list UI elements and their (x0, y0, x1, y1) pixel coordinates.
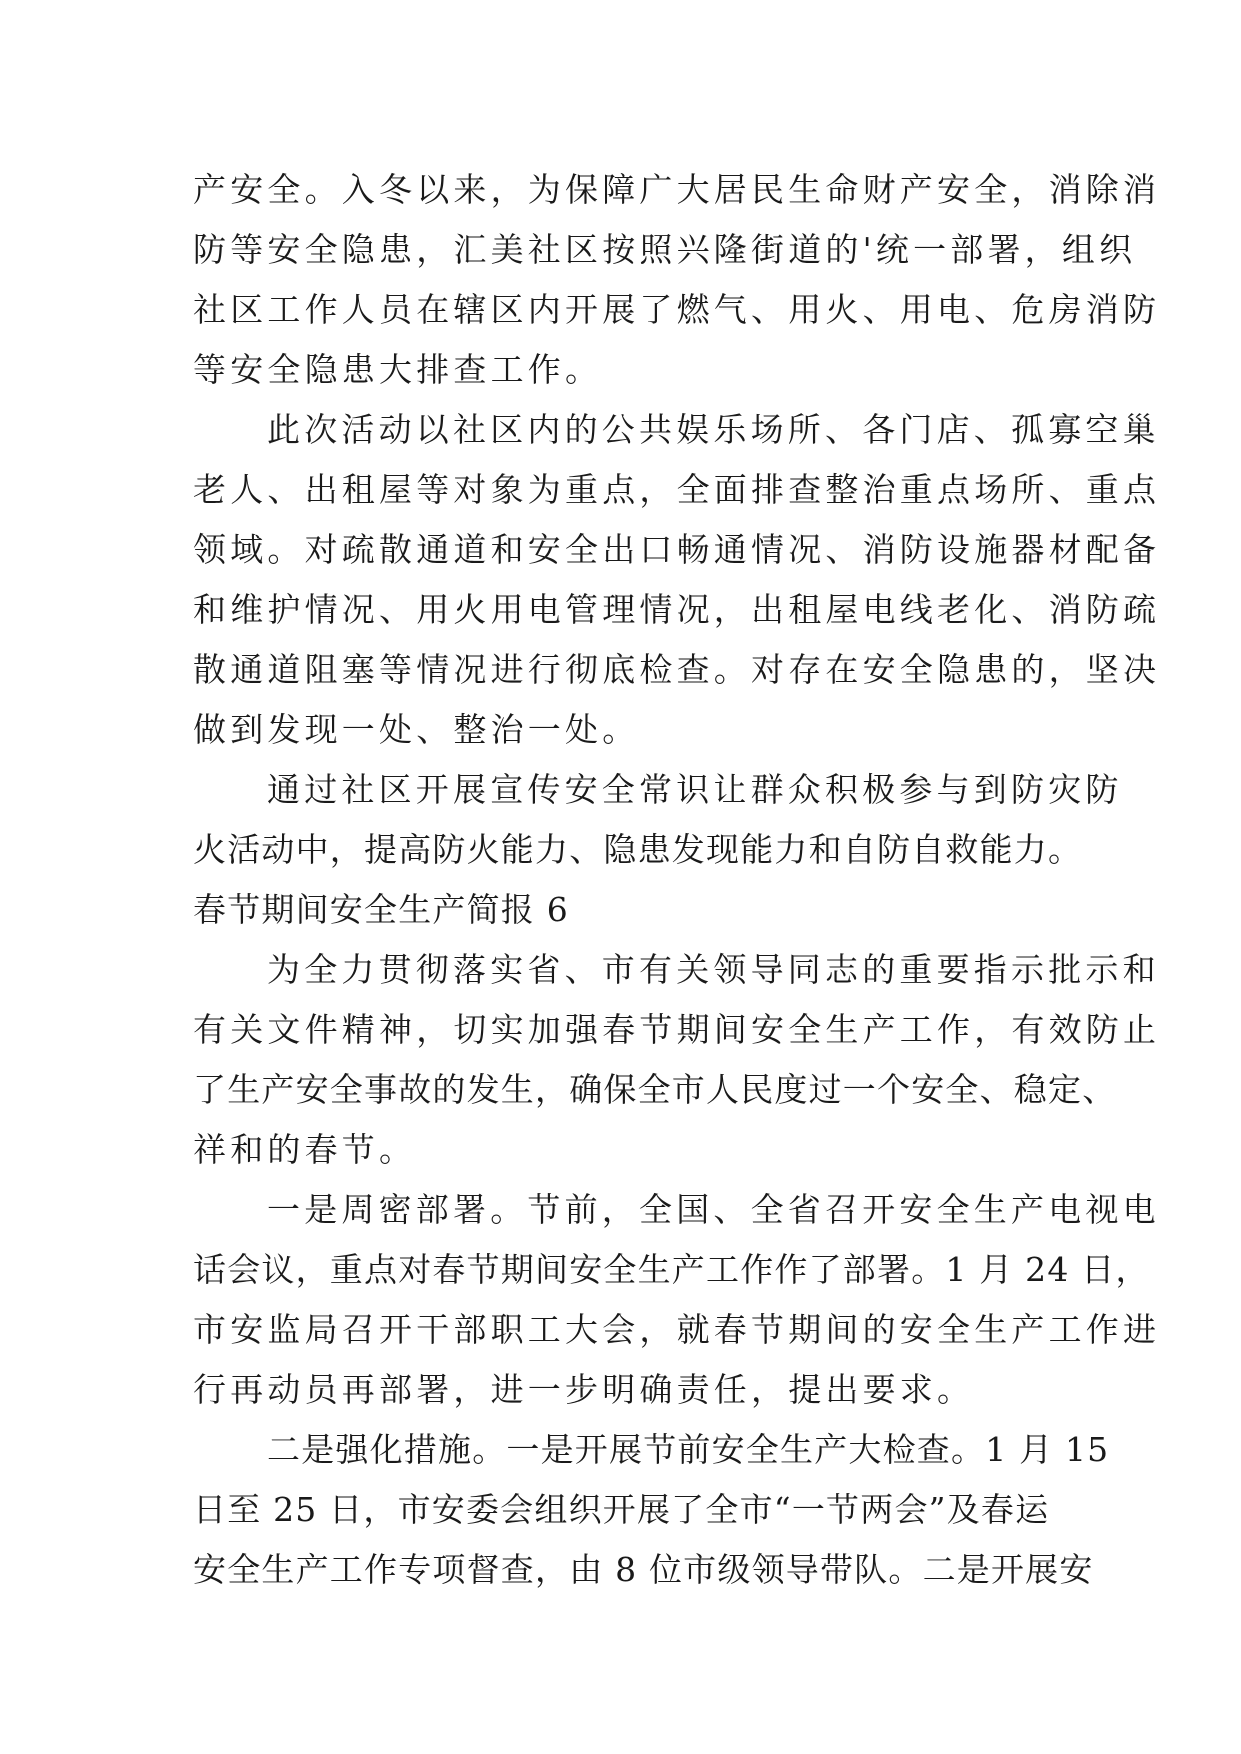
text-line: 有关文件精神，切实加强春节期间安全生产工作，有效防止 (193, 1010, 1161, 1049)
document-body (193, 160, 1161, 1600)
text-line: 为全力贯彻落实省、市有关领导同志的重要指示批示和 (267, 950, 1160, 989)
text-line: 和维护情况、用火用电管理情况，出租屋电线老化、消防疏 (193, 590, 1161, 629)
text-line: 领域。对疏散通道和安全出口畅通情况、消防设施器材配备 (193, 530, 1161, 569)
text-line: 产安全。入冬以来，为保障广大居民生命财产安全，消除消 (193, 170, 1161, 209)
text-line: 通过社区开展宣传安全常识让群众积极参与到防灾防 (267, 770, 1123, 809)
section-heading: 春节期间安全生产简报 6 (193, 890, 569, 929)
text-line: 社区工作人员在辖区内开展了燃气、用火、用电、危房消防 (193, 290, 1161, 329)
text-line: 火活动中，提高防火能力、隐患发现能力和自防自救能力。 (193, 830, 1083, 869)
text-line: 此次活动以社区内的公共娱乐场所、各门店、孤寡空巢 (267, 410, 1160, 449)
text-line: 话会议，重点对春节期间安全生产工作作了部署。1 月 24 日， (193, 1250, 1150, 1289)
text-line: 祥和的春节。 (193, 1130, 417, 1169)
text-line: 防等安全隐患，汇美社区按照兴隆街道的'统一部署，组织 (193, 230, 1137, 269)
text-line: 散通道阻塞等情况进行彻底检查。对存在安全隐患的，坚决 (193, 650, 1161, 689)
text-line: 市安监局召开干部职工大会，就春节期间的安全生产工作进 (193, 1310, 1161, 1349)
text-line: 做到发现一处、整治一处。 (193, 710, 640, 749)
text-line: 老人、出租屋等对象为重点，全面排查整治重点场所、重点 (193, 470, 1161, 509)
text-line: 二是强化措施。一是开展节前安全生产大检查。1 月 15 (267, 1430, 1110, 1469)
text-line: 了生产安全事故的发生，确保全市人民度过一个安全、稳定、 (193, 1070, 1117, 1109)
text-line: 一是周密部署。节前，全国、全省召开安全生产电视电 (267, 1190, 1160, 1229)
text-line: 安全生产工作专项督查，由 8 位市级领导带队。二是开展安 (193, 1550, 1094, 1589)
text-line: 行再动员再部署，进一步明确责任，提出要求。 (193, 1370, 975, 1409)
text-line: 等安全隐患大排查工作。 (193, 350, 603, 389)
text-line: 日至 25 日，市安委会组织开展了全市“一节两会”及春运 (193, 1490, 1050, 1529)
